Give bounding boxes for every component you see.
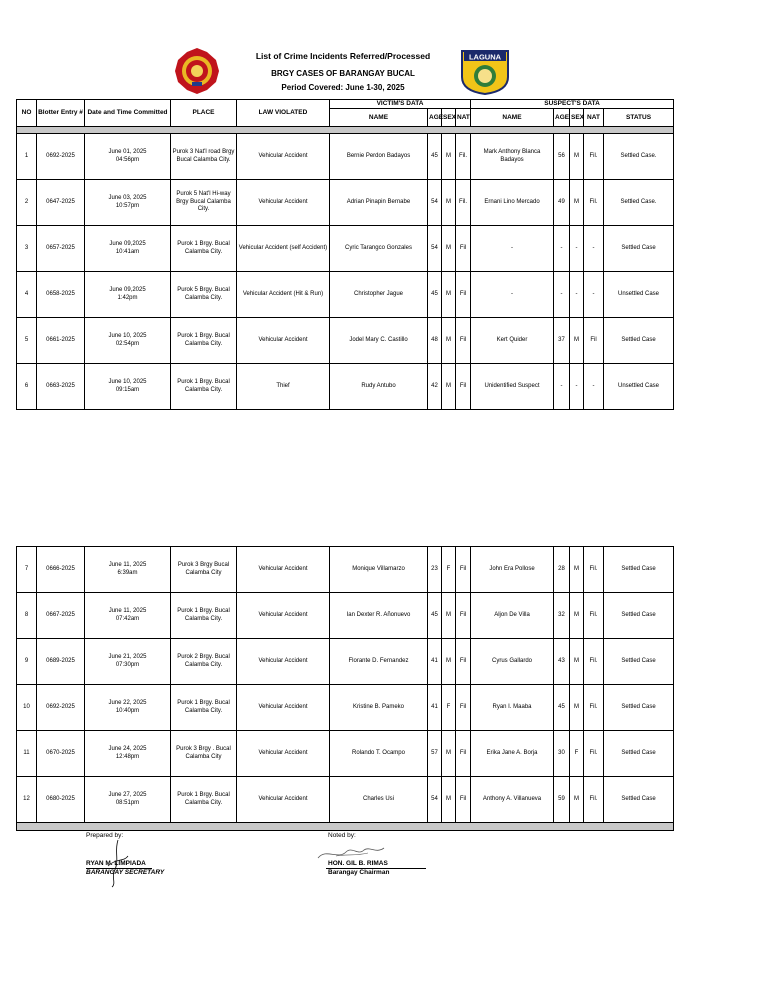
row-no: 3 <box>17 226 37 272</box>
footer-separator <box>17 823 674 831</box>
row-victim-sex: M <box>442 731 456 777</box>
row-status: Settled Case <box>604 593 674 639</box>
row-no: 6 <box>17 364 37 410</box>
row-law: Vehicular Accident <box>237 777 330 823</box>
row-victim-age: 23 <box>428 547 442 593</box>
row-suspect-name: - <box>471 226 554 272</box>
incident-table-page2 <box>16 546 674 831</box>
row-status: Settled Case <box>604 731 674 777</box>
header-separator <box>17 127 674 134</box>
row-datetime <box>85 272 171 318</box>
row-suspect-age: 59 <box>554 777 570 823</box>
prepared-by-name: RYAN M. LIMPIADA <box>86 860 146 867</box>
row-victim-name: Charles Usi <box>330 777 428 823</box>
row-date: June 11, 2025 <box>108 608 147 614</box>
row-suspect-nat: - <box>584 226 604 272</box>
row-suspect-nat: Fil. <box>584 593 604 639</box>
row-victim-sex: F <box>442 685 456 731</box>
row-law: Vehicular Accident (self Accident) <box>237 226 330 272</box>
row-status: Settled Case. <box>604 134 674 180</box>
row-datetime <box>85 180 171 226</box>
noted-by-name: HON. GIL B. RIMAS <box>328 860 388 867</box>
row-date: June 09,2025 <box>109 287 146 294</box>
row-date: June 27, 2025 <box>108 792 147 798</box>
row-victim-sex: M <box>442 134 456 180</box>
row-suspect-nat: Fil. <box>584 180 604 226</box>
row-datetime <box>85 685 171 731</box>
row-time: 12:48pm <box>115 753 140 760</box>
row-suspect-age: 45 <box>554 685 570 731</box>
row-victim-name: Ian Dexter R. Añonuevo <box>330 593 428 639</box>
row-date: June 09,2025 <box>109 241 146 248</box>
table-row <box>17 272 674 318</box>
row-status: Settled Case <box>604 685 674 731</box>
status-header: STATUS <box>604 109 674 127</box>
table-row <box>17 685 674 731</box>
row-suspect-age: 37 <box>554 318 570 364</box>
row-law: Vehicular Accident <box>237 639 330 685</box>
row-status: Unsettled Case <box>604 272 674 318</box>
row-suspect-name: Erika Jane A. Borja <box>471 731 554 777</box>
row-place: Purok 3 Nat'l road Brgy Bucal Calamba City. <box>171 134 237 180</box>
row-suspect-name: Cyrus Gallardo <box>471 639 554 685</box>
row-status: Settled Case <box>604 318 674 364</box>
row-victim-sex: M <box>442 593 456 639</box>
row-no: 8 <box>17 593 37 639</box>
prepared-by-title: BARANGAY SECRETARY <box>86 869 165 876</box>
row-blotter: 0658-2025 <box>37 272 85 318</box>
row-status: Settled Case <box>604 547 674 593</box>
row-victim-age: 41 <box>428 685 442 731</box>
row-victim-age: 54 <box>428 226 442 272</box>
row-place: Purok 1 Brgy. Bucal Calamba City. <box>171 226 237 272</box>
row-place: Purok 2 Brgy. Bucal Calamba City. <box>171 639 237 685</box>
row-suspect-age: 43 <box>554 639 570 685</box>
row-victim-nat: Fil <box>456 547 471 593</box>
row-place: Purok 3 Brgy . Bucal Calamba City <box>171 731 237 777</box>
row-suspect-name: Ernani Lino Mercado <box>471 180 554 226</box>
col-no-header: NO <box>17 100 37 127</box>
row-no: 9 <box>17 639 37 685</box>
row-suspect-sex: M <box>570 180 584 226</box>
row-blotter: 0667-2025 <box>37 593 85 639</box>
row-datetime <box>85 777 171 823</box>
row-victim-age: 41 <box>428 639 442 685</box>
row-suspect-nat: - <box>584 364 604 410</box>
row-blotter: 0661-2025 <box>37 318 85 364</box>
noted-by-label: Noted by: <box>328 832 356 839</box>
row-suspect-name: Ryan I. Maaba <box>471 685 554 731</box>
row-suspect-nat: Fil <box>584 318 604 364</box>
suspect-name-header: NAME <box>471 109 554 127</box>
row-time: 09:15am <box>115 386 140 393</box>
row-suspect-age: 56 <box>554 134 570 180</box>
row-time: 10:40pm <box>115 707 140 714</box>
row-datetime <box>85 134 171 180</box>
row-suspect-name: Anthony A. Villanueva <box>471 777 554 823</box>
row-victim-nat: Fil <box>456 318 471 364</box>
row-victim-age: 45 <box>428 134 442 180</box>
table-row <box>17 134 674 180</box>
noted-by-title: Barangay Chairman <box>328 869 390 876</box>
row-suspect-sex: M <box>570 777 584 823</box>
row-date: June 03, 2025 <box>108 195 147 202</box>
row-victim-age: 54 <box>428 180 442 226</box>
victim-name-header: NAME <box>330 109 428 127</box>
prepared-by-label: Prepared by: <box>86 832 124 839</box>
row-status: Settled Case <box>604 639 674 685</box>
row-time: 07:30pm <box>115 661 140 668</box>
row-victim-name: Florante D. Fernandez <box>330 639 428 685</box>
table-row <box>17 593 674 639</box>
row-suspect-sex: - <box>570 226 584 272</box>
row-victim-name: Bernie Perdon Badayos <box>330 134 428 180</box>
row-suspect-age: - <box>554 364 570 410</box>
row-no: 4 <box>17 272 37 318</box>
row-victim-nat: Fil <box>456 639 471 685</box>
row-suspect-sex: M <box>570 639 584 685</box>
row-victim-name: Jodel Mary C. Castillo <box>330 318 428 364</box>
table-row <box>17 226 674 272</box>
victim-data-header: VICTIM'S DATA <box>330 100 471 109</box>
row-victim-nat: Fil <box>456 226 471 272</box>
col-place-header: PLACE <box>171 100 237 127</box>
row-date: June 22, 2025 <box>108 700 147 706</box>
row-place: Purok 5 Nat'l Hi-way Brgy Bucal Calamba City. <box>171 180 237 226</box>
row-blotter: 0663-2025 <box>37 364 85 410</box>
suspect-data-header: SUSPECT'S DATA <box>471 100 674 109</box>
row-suspect-name: Aljon De Villa <box>471 593 554 639</box>
row-suspect-nat: Fil. <box>584 777 604 823</box>
row-suspect-nat: Fil. <box>584 731 604 777</box>
col-law-header: LAW VIOLATED <box>237 100 330 127</box>
row-victim-sex: M <box>442 364 456 410</box>
row-suspect-age: 28 <box>554 547 570 593</box>
row-victim-sex: M <box>442 318 456 364</box>
row-victim-age: 45 <box>428 593 442 639</box>
table-row <box>17 777 674 823</box>
row-time: 08:51pm <box>115 799 140 806</box>
row-suspect-nat: Fil. <box>584 547 604 593</box>
table-row <box>17 180 674 226</box>
row-suspect-age: 49 <box>554 180 570 226</box>
row-victim-nat: Fil. <box>456 180 471 226</box>
row-suspect-age: - <box>554 272 570 318</box>
row-law: Vehicular Accident <box>237 318 330 364</box>
row-victim-age: 57 <box>428 731 442 777</box>
row-victim-sex: F <box>442 547 456 593</box>
row-place: Purok 3 Brgy Bucal Calamba City <box>171 547 237 593</box>
row-suspect-name: - <box>471 272 554 318</box>
row-suspect-sex: - <box>570 272 584 318</box>
row-suspect-sex: M <box>570 685 584 731</box>
row-no: 1 <box>17 134 37 180</box>
row-victim-nat: Fil <box>456 777 471 823</box>
row-victim-age: 48 <box>428 318 442 364</box>
row-place: Purok 1 Brgy. Bucal Calamba City. <box>171 364 237 410</box>
row-no: 2 <box>17 180 37 226</box>
row-date: June 11, 2025 <box>108 562 147 568</box>
row-victim-sex: M <box>442 226 456 272</box>
row-blotter: 0692-2025 <box>37 134 85 180</box>
row-status: Settled Case <box>604 226 674 272</box>
row-place: Purok 1 Brgy. Bucal Calamba City. <box>171 777 237 823</box>
row-datetime <box>85 593 171 639</box>
incident-table-page1 <box>16 99 674 410</box>
row-time: 1:42pm <box>117 294 138 301</box>
report-period: Period Covered: June 1-30, 2025 <box>281 83 405 92</box>
row-status: Unsettled Case <box>604 364 674 410</box>
row-suspect-sex: F <box>570 731 584 777</box>
row-blotter: 0692-2025 <box>37 685 85 731</box>
row-suspect-name: John Era Pollose <box>471 547 554 593</box>
row-date: June 24, 2025 <box>108 746 147 752</box>
row-date: June 10, 2025 <box>108 333 147 340</box>
row-law: Vehicular Accident <box>237 547 330 593</box>
row-suspect-sex: M <box>570 593 584 639</box>
row-law: Vehicular Accident <box>237 685 330 731</box>
rows-page1 <box>17 134 674 410</box>
table-row <box>17 364 674 410</box>
row-victim-sex: M <box>442 272 456 318</box>
row-date: June 01, 2025 <box>108 149 147 156</box>
suspect-age-header: AGE <box>554 109 570 127</box>
row-victim-nat: Fil <box>456 685 471 731</box>
row-place: Purok 1 Brgy. Bucal Calamba City. <box>171 593 237 639</box>
suspect-nat-header: NAT <box>584 109 604 127</box>
row-suspect-nat: - <box>584 272 604 318</box>
row-datetime <box>85 226 171 272</box>
row-datetime <box>85 547 171 593</box>
row-place: Purok 1 Brgy. Bucal Calamba City. <box>171 318 237 364</box>
row-victim-sex: M <box>442 180 456 226</box>
row-victim-name: Kristine B. Pameko <box>330 685 428 731</box>
row-blotter: 0670-2025 <box>37 731 85 777</box>
table-row <box>17 547 674 593</box>
victim-nat-header: NAT <box>456 109 471 127</box>
row-victim-name: Rolando T. Ocampo <box>330 731 428 777</box>
row-victim-name: Rudy Antubo <box>330 364 428 410</box>
row-date: June 10, 2025 <box>108 379 147 386</box>
report-subtitle: BRGY CASES OF BARANGAY BUCAL <box>271 69 415 78</box>
row-suspect-sex: M <box>570 134 584 180</box>
row-time: 10:41am <box>115 248 140 255</box>
row-victim-age: 54 <box>428 777 442 823</box>
row-blotter: 0657-2025 <box>37 226 85 272</box>
row-suspect-name: Mark Anthony Blanca Badayos <box>471 134 554 180</box>
row-blotter: 0666-2025 <box>37 547 85 593</box>
row-datetime <box>85 364 171 410</box>
row-suspect-name: Unidentified Suspect <box>471 364 554 410</box>
row-blotter: 0689-2025 <box>37 639 85 685</box>
table-row <box>17 318 674 364</box>
row-time: 04:56pm <box>115 156 140 163</box>
row-suspect-age: 30 <box>554 731 570 777</box>
col-blotter-header: Blotter Entry # <box>37 100 85 127</box>
row-victim-nat: Fil <box>456 272 471 318</box>
row-law: Vehicular Accident <box>237 731 330 777</box>
row-time: 6:39am <box>117 569 138 576</box>
row-time: 02:54pm <box>115 340 140 347</box>
row-law: Vehicular Accident (Hit & Run) <box>237 272 330 318</box>
row-suspect-sex: M <box>570 547 584 593</box>
row-datetime <box>85 731 171 777</box>
row-suspect-age: - <box>554 226 570 272</box>
row-suspect-nat: Fil. <box>584 134 604 180</box>
row-no: 7 <box>17 547 37 593</box>
row-victim-name: Christopher Jague <box>330 272 428 318</box>
table-row <box>17 731 674 777</box>
table-row <box>17 639 674 685</box>
suspect-sex-header: SEX <box>570 109 584 127</box>
row-suspect-age: 32 <box>554 593 570 639</box>
row-blotter: 0680-2025 <box>37 777 85 823</box>
rows-page2 <box>17 547 674 823</box>
row-victim-name: Cyric Tarangco Gonzales <box>330 226 428 272</box>
laguna-seal-text: LAGUNA <box>468 52 502 62</box>
row-victim-nat: Fil <box>456 593 471 639</box>
victim-age-header: AGE <box>428 109 442 127</box>
report-title: List of Crime Incidents Referred/Processed <box>255 51 431 61</box>
row-place: Purok 1 Brgy. Bucal Calamba City. <box>171 685 237 731</box>
row-no: 5 <box>17 318 37 364</box>
row-victim-sex: M <box>442 777 456 823</box>
row-victim-nat: Fil <box>456 731 471 777</box>
row-victim-sex: M <box>442 639 456 685</box>
row-victim-name: Adrian Pinapin Bernabe <box>330 180 428 226</box>
row-law: Thief <box>237 364 330 410</box>
row-victim-name: Monique Villamarzo <box>330 547 428 593</box>
row-no: 10 <box>17 685 37 731</box>
row-law: Vehicular Accident <box>237 180 330 226</box>
row-time: 07:42am <box>115 615 140 622</box>
row-time: 10:57pm <box>115 202 140 209</box>
row-datetime <box>85 318 171 364</box>
row-law: Vehicular Accident <box>237 593 330 639</box>
row-status: Settled Case <box>604 777 674 823</box>
col-datetime-header: Date and Time Committed <box>85 100 171 127</box>
row-no: 12 <box>17 777 37 823</box>
row-suspect-nat: Fil. <box>584 639 604 685</box>
row-datetime <box>85 639 171 685</box>
row-victim-nat: Fil. <box>456 134 471 180</box>
row-suspect-sex: - <box>570 364 584 410</box>
row-victim-age: 45 <box>428 272 442 318</box>
row-victim-age: 42 <box>428 364 442 410</box>
row-status: Settled Case. <box>604 180 674 226</box>
row-suspect-name: Kert Quider <box>471 318 554 364</box>
row-no: 11 <box>17 731 37 777</box>
row-place: Purok 5 Brgy. Bucal Calamba City. <box>171 272 237 318</box>
row-suspect-nat: Fil. <box>584 685 604 731</box>
row-date: June 21, 2025 <box>108 654 147 660</box>
row-blotter: 0647-2025 <box>37 180 85 226</box>
row-law: Vehicular Accident <box>237 134 330 180</box>
row-suspect-sex: M <box>570 318 584 364</box>
row-victim-nat: Fil <box>456 364 471 410</box>
victim-sex-header: SEX <box>442 109 456 127</box>
